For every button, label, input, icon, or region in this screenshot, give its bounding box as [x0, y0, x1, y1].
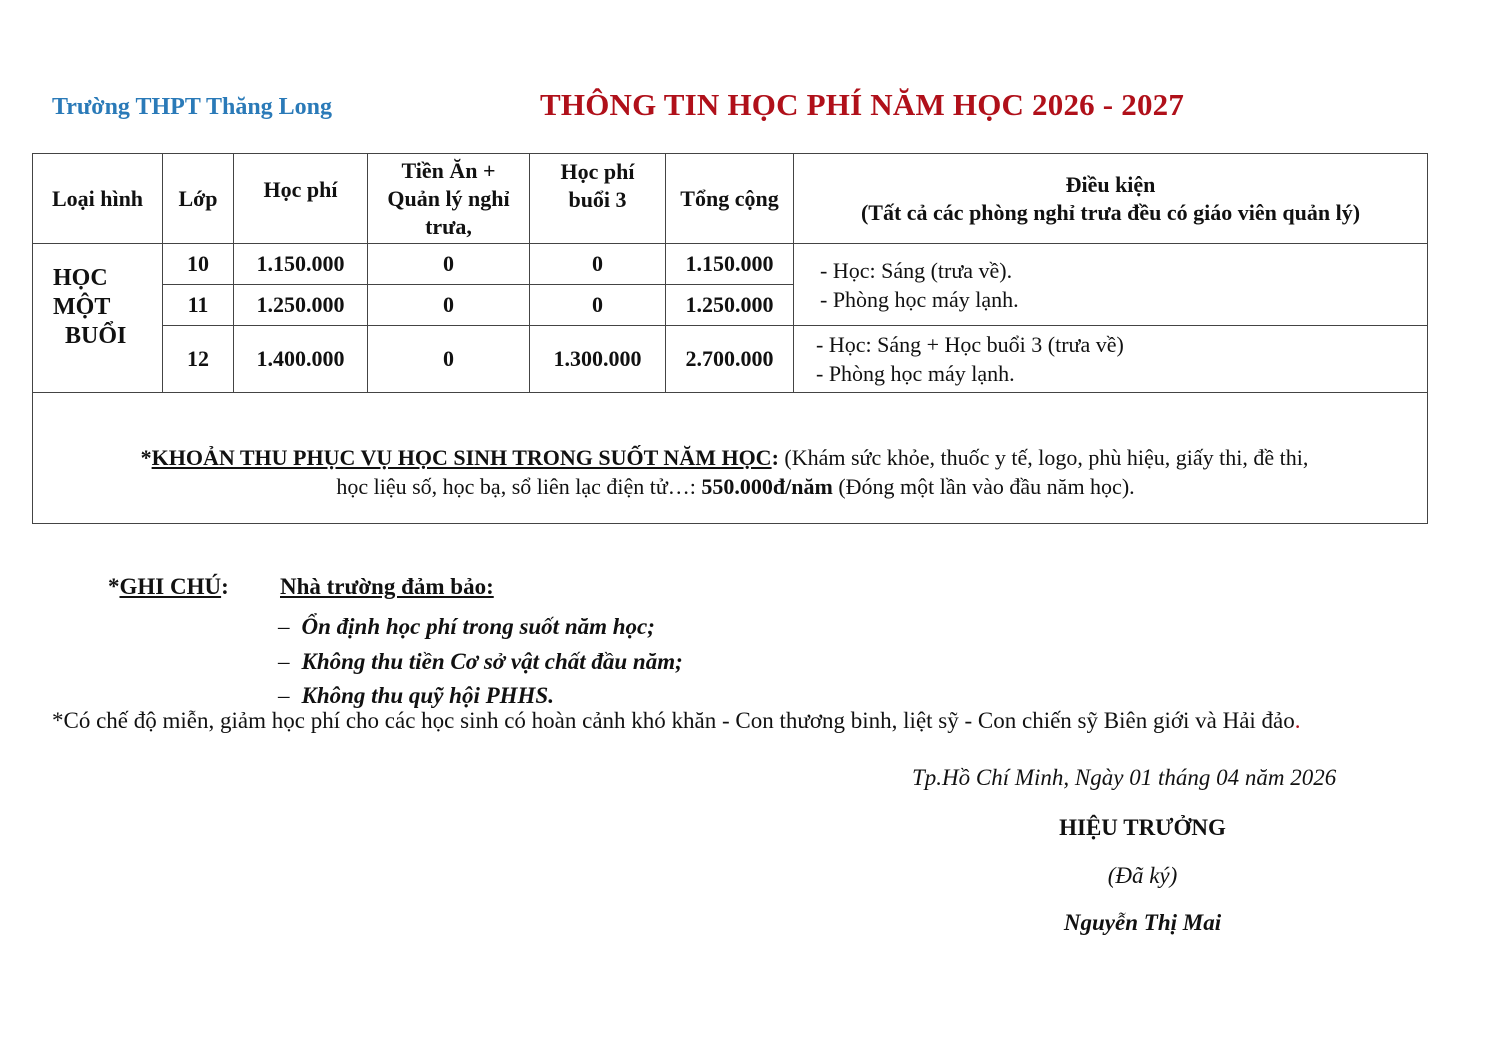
- notes-heading: Nhà trường đảm bảo:: [280, 574, 494, 599]
- tong-cong-cell: 2.700.000: [666, 326, 794, 393]
- place-date: Tp.Hồ Chí Minh, Ngày 01 tháng 04 năm 2026: [912, 765, 1337, 790]
- lop-cell: 12: [163, 326, 234, 393]
- services-cell: *KHOẢN THU PHỤC VỤ HỌC SINH TRONG SUỐT NĂM HỌC: (Khám sức khỏe, thuốc y tế, logo, phù hiệu, giấy thi, đề thi, học liệu số, học bạ, sổ liên lạc điện tử…: 550.000đ/năm (Đóng một lần vào đầu năm học).: [33, 393, 1428, 524]
- buoi3-cell: 1.300.000: [530, 326, 666, 393]
- exemption-note: *Có chế độ miễn, giảm học phí cho các học sinh có hoàn cảnh khó khăn - Con thương binh, liệt sỹ - Con chiến sỹ Biên giới và Hải đảo.: [52, 708, 1301, 733]
- dieu-kien-cell: - Học: Sáng + Học buổi 3 (trưa về) - Phòng học máy lạnh.: [794, 326, 1428, 393]
- col-header-hoc-phi-buoi-3: Học phí buổi 3: [530, 154, 666, 244]
- lop-cell: 10: [163, 244, 234, 285]
- table-row: [33, 326, 1428, 393]
- loai-hinh-cell: HỌC MỘT BUỔI: [33, 244, 163, 393]
- signer-title: HIỆU TRƯỞNG: [1059, 815, 1226, 840]
- table-header-row: [33, 154, 1428, 244]
- dieu-kien-cell: - Học: Sáng (trưa về). - Phòng học máy lạnh.: [794, 244, 1428, 326]
- page-title: THÔNG TIN HỌC PHÍ NĂM HỌC 2026 - 2027: [540, 87, 1185, 122]
- tong-cong-cell: 1.250.000: [666, 285, 794, 326]
- signature-status: (Đã ký): [1107, 863, 1178, 888]
- services-row: [33, 393, 1428, 524]
- notes-header: *GHI CHÚ: Nhà trường đảm bảo:: [108, 574, 494, 599]
- col-header-dieu-kien: Điều kiện (Tất cả các phòng nghỉ trưa đều có giáo viên quản lý): [794, 154, 1428, 244]
- col-header-loai-hinh: Loại hình: [33, 154, 163, 244]
- list-item: – Không thu quỹ hội PHHS.: [278, 683, 554, 708]
- tuition-table: [32, 153, 1428, 524]
- buoi3-cell: 0: [530, 244, 666, 285]
- col-header-hoc-phi: Học phí: [234, 154, 368, 244]
- hoc-phi-cell: 1.400.000: [234, 326, 368, 393]
- list-item: – Không thu tiền Cơ sở vật chất đầu năm;: [278, 648, 683, 674]
- buoi3-cell: 0: [530, 285, 666, 326]
- col-header-lop: Lớp: [163, 154, 234, 244]
- tien-an-cell: 0: [368, 244, 530, 285]
- list-item: – Ổn định học phí trong suốt năm học;: [278, 614, 655, 639]
- services-amount: 550.000đ/năm: [701, 474, 833, 499]
- hoc-phi-cell: 1.250.000: [234, 285, 368, 326]
- signer-name: Nguyễn Thị Mai: [1063, 910, 1222, 935]
- tien-an-cell: 0: [368, 326, 530, 393]
- lop-cell: 11: [163, 285, 234, 326]
- table-row: [33, 244, 1428, 285]
- col-header-tong-cong: Tổng cộng: [666, 154, 794, 244]
- school-name: Trường THPT Thăng Long: [52, 94, 333, 120]
- hoc-phi-cell: 1.150.000: [234, 244, 368, 285]
- tong-cong-cell: 1.150.000: [666, 244, 794, 285]
- services-label: KHOẢN THU PHỤC VỤ HỌC SINH TRONG SUỐT NĂM HỌC: [151, 445, 772, 470]
- notes-list: [278, 610, 683, 714]
- col-header-tien-an: Tiền Ăn + Quản lý nghỉ trưa,: [368, 154, 530, 244]
- tien-an-cell: 0: [368, 285, 530, 326]
